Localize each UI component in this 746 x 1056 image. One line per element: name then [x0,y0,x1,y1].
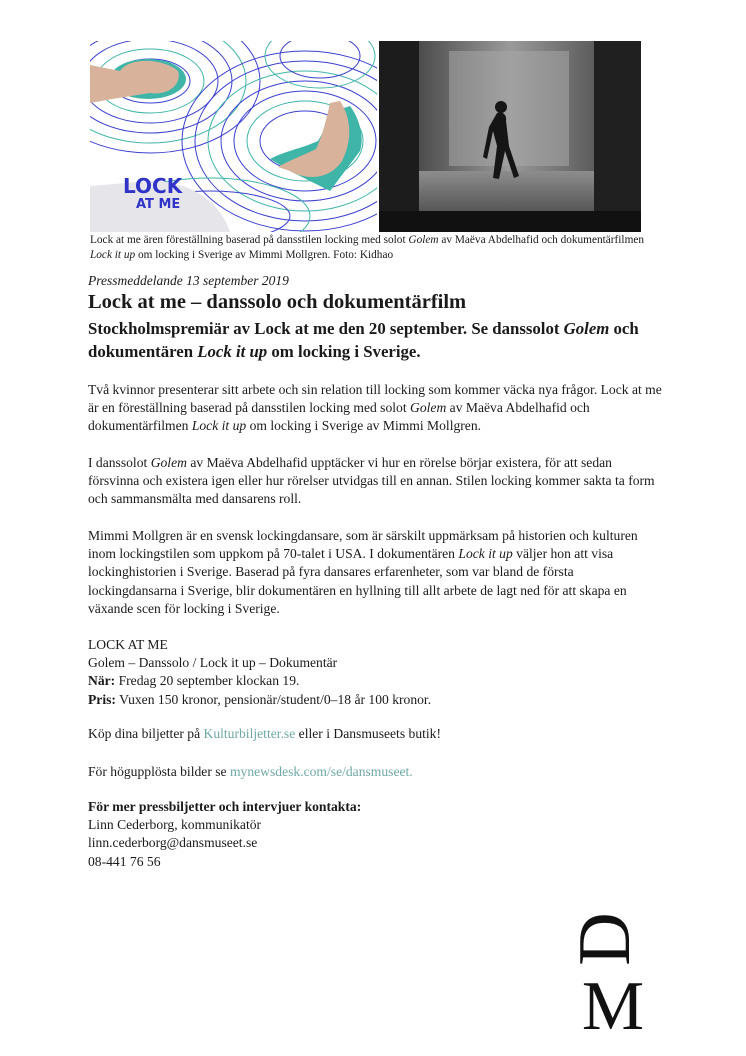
page-title: Lock at me – danssolo och dokumentärfilm [88,291,467,313]
caption-text: Lock at me ären föreställning baserad på dansstilen locking med solot [90,234,409,246]
event-program: Golem – Danssolo / Lock it up – Dokumentär [88,655,338,671]
subheading-emphasis: Golem [563,319,610,338]
event-price [88,691,431,709]
caption-text: av Maëva Abdelhafid och dokumentärfilmen [438,234,645,246]
ticket-link[interactable]: Kulturbiljetter.se [203,726,296,741]
dm-logo-icon [560,903,660,1033]
ticket-text: eller i Dansmuseets butik! [295,726,441,741]
event-title: LOCK AT ME [88,637,168,652]
subheading-text: och dokumentären [88,319,639,361]
caption-emphasis: Lock it up [90,249,136,261]
body-paragraph-intro [88,381,663,436]
paragraph-text: av Maëva Abdelhafid upptäcker vi hur en rörelse börjar existera, för att sedan försvinna och existera igen eller hur rörelser utvidgas till en annan. Stilen locking kommer sakta ta form och sammansmälta med dansarens roll. [88,455,655,507]
subheading-text: Stockholmspremiär av Lock at me den 20 september. Se danssolot [88,319,564,338]
paragraph-text: I danssolot [88,455,151,470]
logo-letter-d: D [563,912,646,966]
poster-title-line1: LOCK [123,174,183,198]
dancer-photo [379,41,641,232]
caption-text: om locking i Sverige av Mimmi Mollgren. Foto: Kidhao [135,249,394,261]
price-value: Vuxen 150 kronor, pensionär/student/0–18 år 100 kronor. [115,691,432,707]
caption-emphasis: Golem [408,234,439,246]
event-info [88,636,431,709]
paragraph-text: Mimmi Mollgren är en svensk lockingdansare, som är särskilt uppmärksam på historien och kulturen inom lockingstilen som uppkom på 70-talet i USA. I dokumentären [88,528,638,562]
when-value: Fredag 20 september klockan 19. [115,673,300,689]
contact-email: linn.cederborg@dansmuseet.se [88,835,258,851]
dansmuseet-logo [560,903,660,1033]
ticket-text: Köp dina biljetter på [88,726,204,741]
paragraph-text: Två kvinnor presenterar sitt arbete och sin relation till locking som kommer väcka nya frågor. Lock at me är en föreställning baserad på dansstilen locking med solot [88,382,662,416]
logo-letter-m: M [581,968,645,1033]
lock-at-me-poster-image [90,41,377,232]
contact-phone: 08-441 76 56 [88,853,161,869]
paragraph-text: väljer hon att visa lockinghistorien i Sverige. Baserad på fyra dansares erfarenheter, som var bland de första lockingdansarna i Sverige, blir dokumentären en hyllning till allt arbete de lagt ned för att skapa en växande scen för locking i Sverige. [88,546,627,616]
ticket-info [88,725,441,743]
poster-title-line2: AT ME [136,197,181,212]
body-paragraph-golem [88,454,663,509]
hires-images-info [88,763,413,781]
body-paragraph-documentary [88,527,663,618]
contact-info [88,798,361,871]
contact-heading: För mer pressbiljetter och intervjuer kontakta: [88,799,362,814]
dancer-photo-graphic [379,41,641,232]
when-label: När: [88,673,116,689]
paragraph-emphasis: Lock it up [458,546,513,562]
paragraph-emphasis: Lock it up [191,418,247,434]
price-label: Pris: [88,691,116,707]
paragraph-text: om locking i Sverige av Mimmi Mollgren. [246,418,482,434]
contour-pattern [90,41,377,232]
paragraph-emphasis: Golem [150,455,187,470]
paragraph-emphasis: Golem [410,400,447,416]
header-images [90,41,641,232]
paragraph-text: av Maëva Abdelhafid och dokumentärfilmen [88,400,590,434]
subheading-emphasis: Lock it up [197,341,268,361]
event-when [88,672,431,690]
image-caption [90,233,650,263]
subheading [88,318,648,363]
contact-name: Linn Cederborg, kommunikatör [88,817,262,833]
subheading-text: om locking i Sverige. [267,341,421,361]
mynewsdesk-link[interactable]: mynewsdesk.com/se/dansmuseet. [229,764,413,779]
press-release-date: Pressmeddelande 13 september 2019 [88,273,289,288]
hires-text: För högupplösta bilder se [88,764,230,779]
